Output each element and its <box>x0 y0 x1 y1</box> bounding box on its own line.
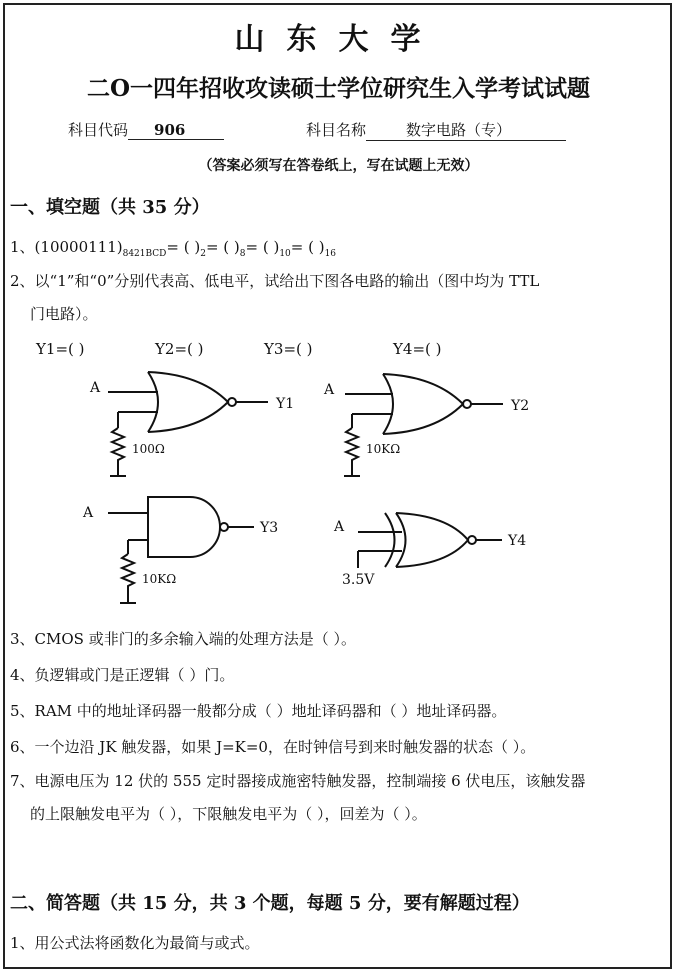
gate2-input-label: A <box>324 382 335 398</box>
answer-y4: Y4=( ) <box>393 340 442 358</box>
question-5: 5、RAM 中的地址译码器一般都分成（ ）地址译码器和（ ）地址译码器。 <box>10 702 507 720</box>
gate3-resistor-label: 10KΩ <box>142 572 177 586</box>
gate1-output-label: Y1 <box>276 396 295 412</box>
question-7-line2: 的上限触发电平为（ ），下限触发电平为（ ），回差为（ ）。 <box>30 805 427 823</box>
subject-code-value: 906 <box>128 121 224 140</box>
q1-sub-bcd: 8421BCD <box>122 249 167 259</box>
gate4-voltage-label: 3.5V <box>342 572 375 588</box>
q1-part5: = ( ) <box>290 238 325 256</box>
question-6: 6、一个边沿 JK 触发器，如果 J=K=0，在时钟信号到来时触发器的状态（ ）。 <box>10 738 536 756</box>
question-2-line2: 门电路）。 <box>30 305 98 323</box>
section2-question-1: 1、用公式法将函数化为最简与或式。 <box>10 934 260 952</box>
gate2-output-label: Y2 <box>511 398 530 414</box>
q1-sub-10: 10 <box>279 249 291 259</box>
q1-part4: = ( ) <box>245 238 280 256</box>
gate2-nor <box>344 374 503 476</box>
gate3-input-label: A <box>83 505 94 521</box>
subject-code-label: 科目代码 <box>68 121 129 139</box>
gate1-input-label: A <box>90 380 101 396</box>
gate4-input-label: A <box>334 519 345 535</box>
q1-part3: = ( ) <box>205 238 240 256</box>
gate3-output-label: Y3 <box>260 520 279 536</box>
gate1-resistor-label: 100Ω <box>132 442 165 456</box>
q1-prefix: 1、(10000111) <box>10 238 123 256</box>
answer-note: （答案必须写在答卷纸上，写在试题上无效） <box>198 158 479 174</box>
section2-title: 二、简答题（共 15 分，共 3 个题，每题 5 分，要有解题过程） <box>10 893 530 914</box>
question-4: 4、负逻辑或门是正逻辑（ ）门。 <box>10 666 235 684</box>
answer-y3: Y3=( ) <box>264 340 313 358</box>
university-title: 山东大学 <box>234 22 443 57</box>
answer-y1: Y1=( ) <box>36 340 85 358</box>
exam-title: 二O一四年招收攻读硕士学位研究生入学考试试题 <box>86 75 591 102</box>
gate4-output-label: Y4 <box>508 533 527 549</box>
answer-y2: Y2=( ) <box>155 340 204 358</box>
subject-name-value: 数字电路（专） <box>366 119 566 141</box>
section1-title: 一、填空题（共 35 分） <box>10 197 210 218</box>
q1-sub-2: 2 <box>200 249 206 259</box>
gate3-nand <box>108 497 254 603</box>
gate1-nor <box>108 372 268 476</box>
question-2-line1: 2、以“1”和“0”分别代表高、低电平，试给出下图各电路的输出（图中均为 TTL <box>10 272 540 290</box>
subject-name-label: 科目名称 <box>306 121 367 139</box>
gate2-resistor-label: 10KΩ <box>366 442 401 456</box>
q1-sub-16: 16 <box>324 249 337 259</box>
q1-sub-8: 8 <box>239 249 246 259</box>
question-3: 3、CMOS 或非门的多余输入端的处理方法是（ ）。 <box>10 630 356 648</box>
gate4-xnor <box>358 513 502 568</box>
q1-part2: = ( ) <box>166 238 201 256</box>
question-7-line1: 7、电源电压为 12 伏的 555 定时器接成施密特触发器，控制端接 6 伏电压，该触发器 <box>10 772 586 790</box>
